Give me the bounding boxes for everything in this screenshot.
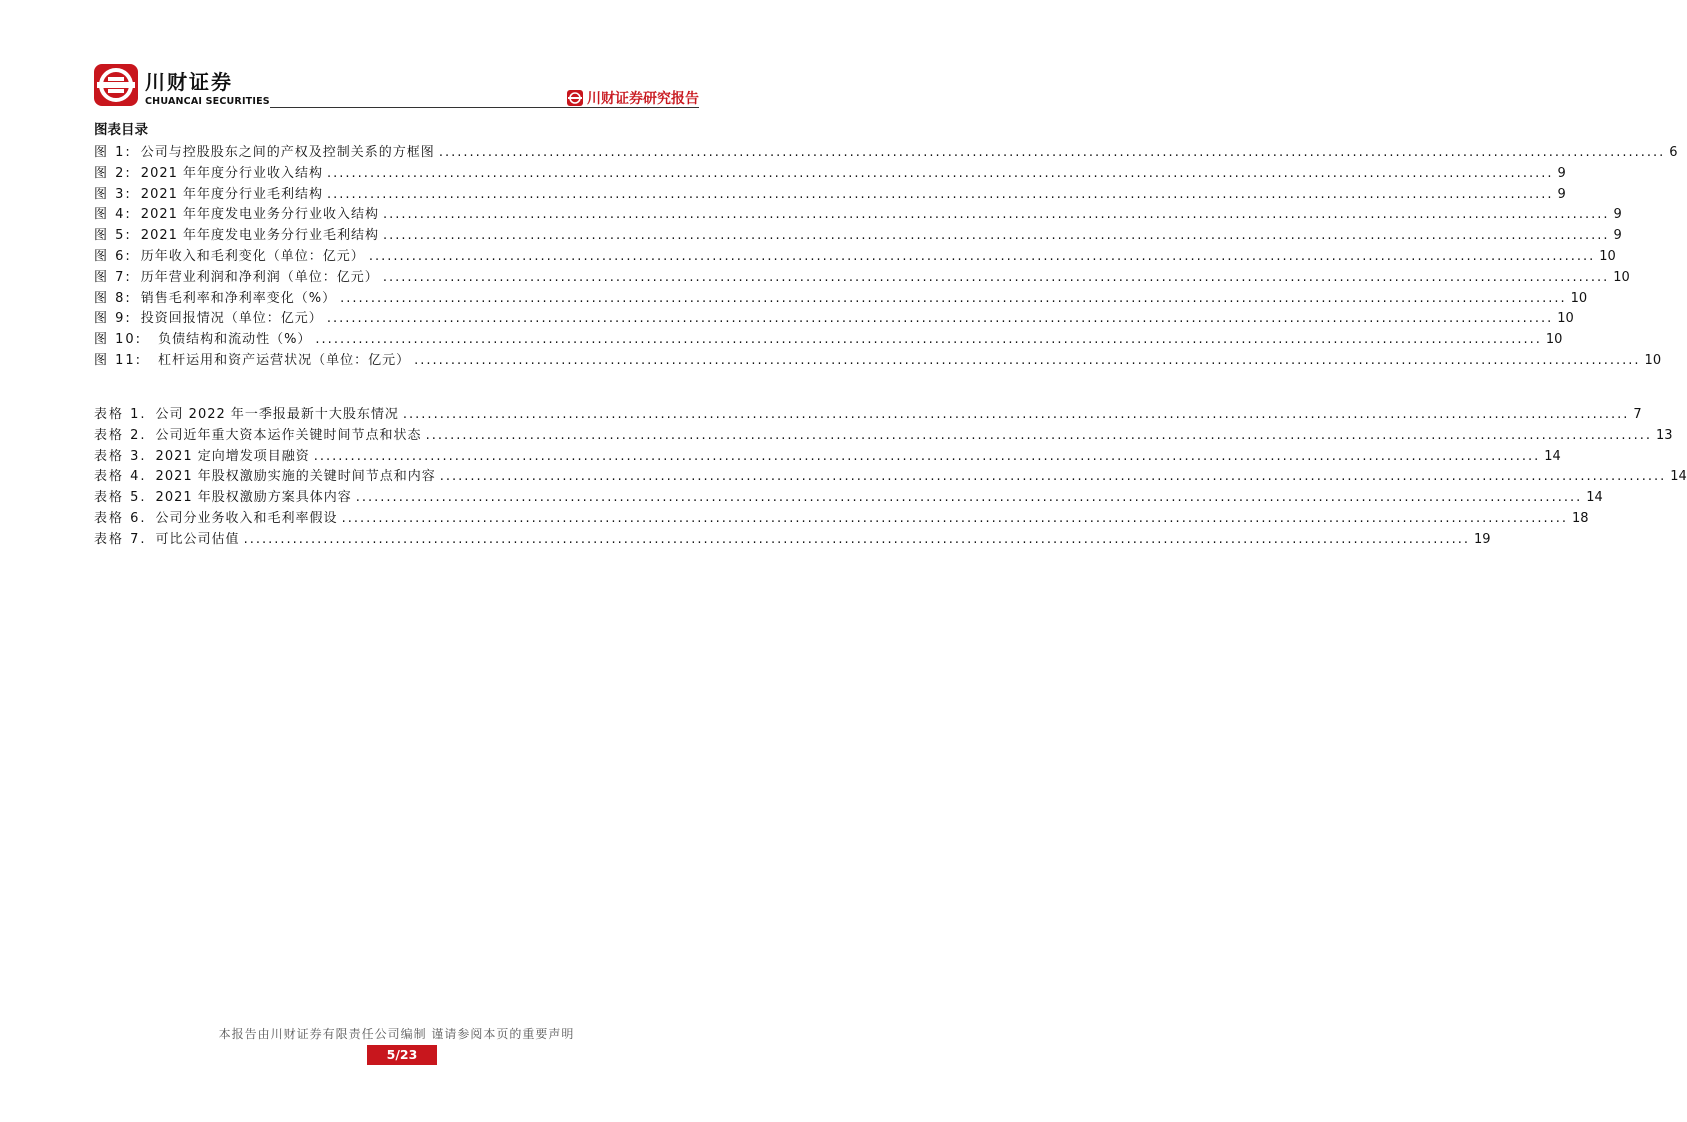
report-label <box>567 88 699 108</box>
toc-table-entry[interactable]: 表格 7. 可比公司估值 ........................................................................................................................................................................................................ 19 <box>94 530 699 551</box>
header-divider <box>270 107 699 108</box>
toc-figure-entry[interactable]: 图 10: 负债结构和流动性（%） ........................................................................................................................................................................................................ 10 <box>94 330 699 351</box>
leader-dots: ........................................................................................................................................................................................................ <box>383 207 1610 223</box>
toc-figure-entry[interactable]: 图 1: 公司与控股股东之间的产权及控制关系的方框图 ........................................................................................................................................................................................................ 6 <box>94 143 699 164</box>
toc-figure-entry[interactable]: 图 5: 2021 年年度发电业务分行业毛利结构 ........................................................................................................................................................................................................ 9 <box>94 226 699 247</box>
leader-dots: ........................................................................................................................................................................................................ <box>438 145 1666 160</box>
leader-dots: ........................................................................................................................................................................................................ <box>313 448 1541 464</box>
leader-dots: ........................................................................................................................................................................................................ <box>383 228 1610 244</box>
toc-title: 图表目录 <box>94 122 148 138</box>
figure-list <box>94 143 1678 372</box>
leader-dots: ........................................................................................................................................................................................................ <box>414 352 1641 368</box>
leader-dots: ........................................................................................................................................................................................................ <box>402 407 1630 422</box>
leader-dots: ........................................................................................................................................................................................................ <box>243 531 1471 547</box>
toc-figure-entry[interactable]: 图 2: 2021 年年度分行业收入结构 ........................................................................................................................................................................................................ 9 <box>94 164 699 185</box>
toc-table-entry[interactable]: 表格 3. 2021 定向增发项目融资 ........................................................................................................................................................................................................ 14 <box>94 447 699 468</box>
toc-figure-entry[interactable]: 图 3: 2021 年年度分行业毛利结构 ........................................................................................................................................................................................................ 9 <box>94 185 699 206</box>
leader-dots: ........................................................................................................................................................................................................ <box>439 469 1667 485</box>
toc-table-entry[interactable]: 表格 1. 公司 2022 年一季报最新十大股东情况 ........................................................................................................................................................................................................ 7 <box>94 405 699 426</box>
leader-dots: ........................................................................................................................................................................................................ <box>368 248 1596 264</box>
toc-figure-entry[interactable]: 图 6: 历年收入和毛利变化（单位：亿元） ........................................................................................................................................................................................................ 10 <box>94 247 699 268</box>
leader-dots: ........................................................................................................................................................................................................ <box>326 311 1554 327</box>
toc-figure-entry[interactable]: 图 9: 投资回报情况（单位：亿元） ........................................................................................................................................................................................................ 10 <box>94 309 699 330</box>
leader-dots: ........................................................................................................................................................................................................ <box>355 490 1583 506</box>
toc-table-entry[interactable]: 表格 6. 公司分业务收入和毛利率假设 ........................................................................................................................................................................................................ 18 <box>94 509 699 530</box>
footer-disclaimer: 本报告由川财证券有限责任公司编制 谨请参阅本页的重要声明 <box>218 1027 575 1041</box>
leader-dots: ........................................................................................................................................................................................................ <box>327 186 1554 202</box>
toc-table-entry[interactable]: 表格 5. 2021 年股权激励方案具体内容 ........................................................................................................................................................................................................ 14 <box>94 488 699 509</box>
toc-table-entry[interactable]: 表格 4. 2021 年股权激励实施的关键时间节点和内容 ........................................................................................................................................................................................................ 14 <box>94 467 699 488</box>
toc-figure-entry[interactable]: 图 8: 销售毛利率和净利率变化（%） ........................................................................................................................................................................................................ 10 <box>94 289 699 310</box>
mini-logo-icon <box>567 90 583 106</box>
leader-dots: ........................................................................................................................................................................................................ <box>315 332 1542 348</box>
brand-name-cn: 川财证券 <box>145 70 233 94</box>
toc-table-entry[interactable]: 表格 2. 公司近年重大资本运作关键时间节点和状态 ........................................................................................................................................................................................................ 13 <box>94 426 699 447</box>
leader-dots: ........................................................................................................................................................................................................ <box>327 165 1554 181</box>
table-list <box>94 405 1687 551</box>
toc-figure-entry[interactable]: 图 7: 历年营业利润和净利润（单位：亿元） ........................................................................................................................................................................................................ 10 <box>94 268 699 289</box>
leader-dots: ........................................................................................................................................................................................................ <box>425 427 1653 443</box>
toc-figure-entry[interactable]: 图 4: 2021 年年度发电业务分行业收入结构 ........................................................................................................................................................................................................ 9 <box>94 205 699 226</box>
chuancai-logo-icon <box>94 64 138 106</box>
report-label-text: 川财证券研究报告 <box>587 91 699 107</box>
brand-name-en: CHUANCAI SECURITIES <box>145 96 270 107</box>
leader-dots: ........................................................................................................................................................................................................ <box>382 269 1610 285</box>
leader-dots: ........................................................................................................................................................................................................ <box>340 290 1567 306</box>
leader-dots: ........................................................................................................................................................................................................ <box>341 510 1569 526</box>
toc-figure-entry[interactable]: 图 11: 杠杆运用和资产运营状况（单位：亿元） ........................................................................................................................................................................................................ 10 <box>94 351 699 372</box>
page-number-badge: 5/23 <box>367 1045 437 1065</box>
